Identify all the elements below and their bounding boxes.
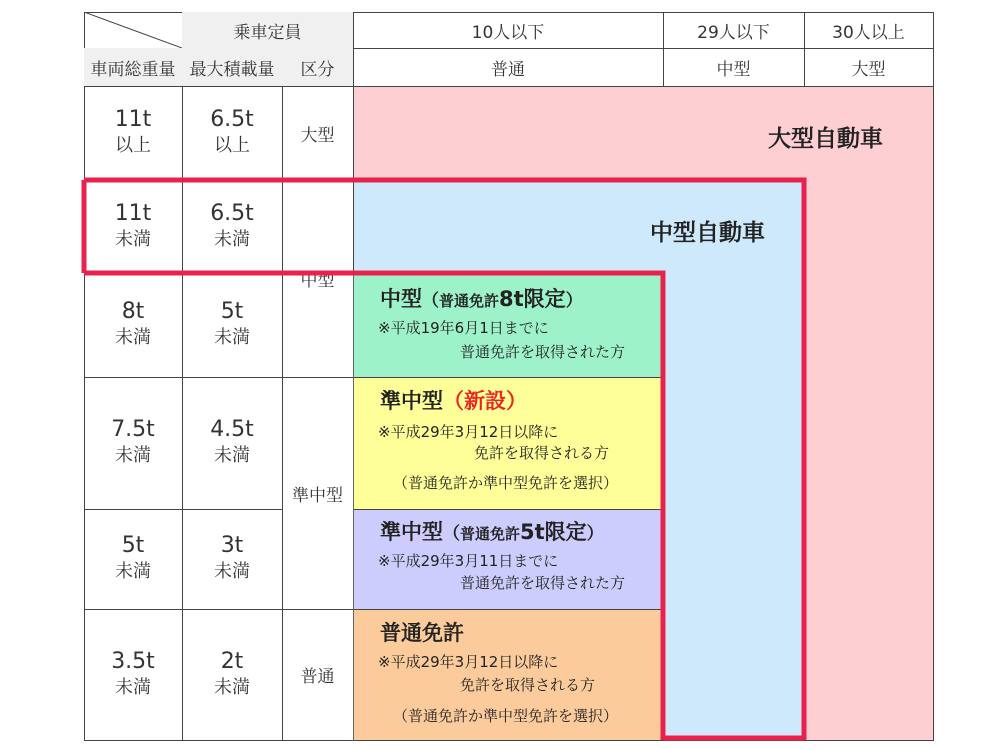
semi-medium-new-note-3: （普通免許か準中型免許を選択） (393, 474, 619, 492)
normal-license-title: 普通免許 (380, 621, 464, 645)
class-normal: 普通 (491, 59, 525, 80)
gross-weight-cell: 11t 以上 (114, 107, 152, 156)
category-label: 区分 (282, 48, 353, 86)
gross-weight-cell: 3.5t 未満 (111, 648, 155, 698)
category-semi-medium: 準中型 (292, 485, 343, 506)
large-vehicle-title: 大型自動車 (768, 126, 883, 152)
normal-license-note-2: 免許を取得される方 (460, 676, 596, 694)
gross-weight-label: 車両総重量 (84, 48, 182, 86)
max-load-cell: 3t 未満 (214, 533, 250, 582)
medium-8t-note-2: 普通免許を取得された方 (460, 343, 626, 361)
category-medium: 中型 (300, 271, 335, 291)
class-large: 大型 (851, 59, 886, 80)
max-load-cell: 2t 未満 (214, 648, 250, 698)
semi-medium-5t-note-2: 普通免許を取得された方 (460, 574, 626, 592)
capacity-label: 乗車定員 (182, 12, 353, 48)
max-load-cell: 4.5t 未満 (210, 417, 254, 466)
max-load-label: 最大積載量 (182, 48, 282, 86)
semi-medium-new-note-1: ※平成29年3月12日以降に (378, 423, 559, 441)
class-medium: 中型 (716, 59, 751, 80)
gross-weight-cell: 11t 未満 (114, 200, 152, 250)
gross-weight-cell: 5t 未満 (115, 533, 151, 582)
gross-weight-cell: 7.5t 未満 (111, 417, 155, 466)
semi-medium-5t-note-1: ※平成29年3月11日までに (378, 552, 559, 570)
medium-vehicle-title: 中型自動車 (650, 220, 765, 246)
capacity-30-or-more: 30人以上 (832, 22, 905, 43)
medium-8t-note-1: ※平成19年6月1日までに (378, 319, 549, 337)
category-normal: 普通 (300, 667, 335, 687)
capacity-29-or-less: 29人以下 (697, 22, 770, 43)
gross-weight-cell: 8t 未満 (115, 299, 151, 348)
semi-medium-new-note-2: 免許を取得される方 (474, 444, 610, 462)
max-load-cell: 6.5t 未満 (210, 200, 254, 250)
category-large: 大型 (300, 125, 335, 146)
semi-medium-new-title: 準中型（新設） (380, 389, 527, 413)
semi-medium-5t-title: 準中型（普通免許5t限定） (380, 520, 604, 544)
normal-license-note-1: ※平成29年3月12日以降に (378, 653, 559, 671)
max-load-cell: 6.5t 以上 (210, 107, 254, 156)
medium-8t-title: 中型（普通免許8t限定） (380, 287, 583, 311)
capacity-10-or-less: 10人以下 (471, 22, 545, 43)
normal-license-note-3: （普通免許か準中型免許を選択） (393, 707, 619, 725)
max-load-cell: 5t 未満 (214, 299, 250, 348)
